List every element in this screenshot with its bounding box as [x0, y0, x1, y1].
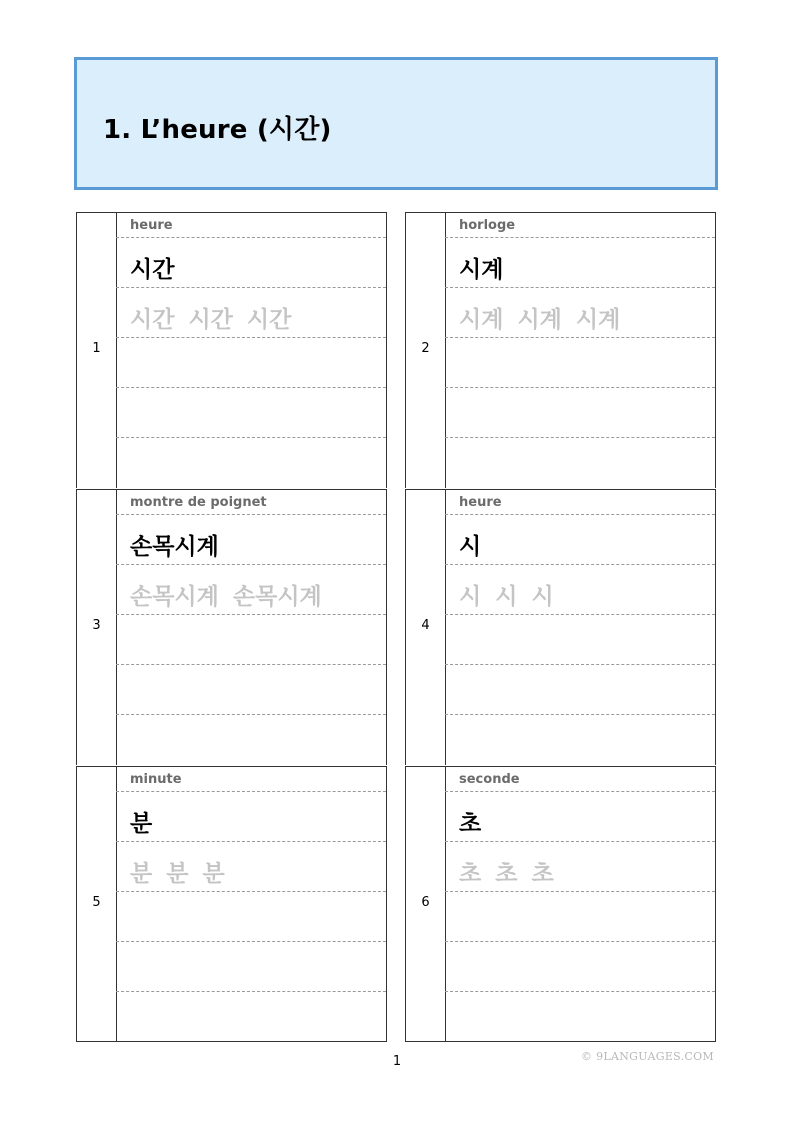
divider	[116, 387, 386, 388]
number-column	[406, 490, 446, 765]
korean-word: 시계	[459, 257, 504, 283]
number-column	[77, 767, 117, 1041]
divider	[116, 337, 386, 338]
divider	[116, 714, 386, 715]
korean-word: 손목시계	[130, 534, 219, 560]
divider	[445, 841, 715, 842]
korean-word: 시간	[130, 257, 175, 283]
french-label: seconde	[459, 772, 520, 787]
divider	[445, 791, 715, 792]
tracing-practice: 시간 시간 시간	[130, 307, 292, 333]
title-banner	[74, 57, 718, 190]
vocab-card-6	[405, 766, 716, 1042]
copyright-notice: © 9LANGUAGES.COM	[581, 1050, 714, 1063]
divider	[116, 791, 386, 792]
divider	[445, 514, 715, 515]
vocab-card-1	[76, 212, 387, 488]
page-title: 1. L’heure (시간)	[103, 115, 332, 145]
divider	[445, 941, 715, 942]
french-label: heure	[459, 495, 502, 510]
vocab-card-5	[76, 766, 387, 1042]
divider	[116, 237, 386, 238]
divider	[116, 841, 386, 842]
tracing-practice: 분 분 분	[130, 861, 225, 887]
number-column	[77, 213, 117, 488]
divider	[445, 991, 715, 992]
divider	[116, 991, 386, 992]
vocab-card-4	[405, 489, 716, 765]
french-label: montre de poignet	[130, 495, 267, 510]
card-number: 1	[92, 341, 101, 356]
tracing-practice: 시 시 시	[459, 584, 554, 610]
number-column	[406, 767, 446, 1041]
tracing-practice: 시계 시계 시계	[459, 307, 621, 333]
divider	[445, 614, 715, 615]
divider	[445, 564, 715, 565]
korean-word: 초	[459, 811, 482, 837]
tracing-practice: 초 초 초	[459, 861, 554, 887]
card-number: 2	[421, 341, 430, 356]
french-label: minute	[130, 772, 182, 787]
tracing-practice: 손목시계 손목시계	[130, 584, 322, 610]
divider	[445, 664, 715, 665]
card-number: 3	[92, 618, 101, 633]
divider	[445, 714, 715, 715]
number-column	[77, 490, 117, 765]
divider	[116, 514, 386, 515]
divider	[445, 387, 715, 388]
divider	[445, 891, 715, 892]
divider	[116, 614, 386, 615]
card-number: 5	[92, 895, 101, 910]
divider	[116, 664, 386, 665]
divider	[445, 437, 715, 438]
divider	[445, 237, 715, 238]
divider	[116, 941, 386, 942]
divider	[445, 287, 715, 288]
divider	[116, 287, 386, 288]
korean-word: 시	[459, 534, 482, 560]
number-column	[406, 213, 446, 488]
french-label: horloge	[459, 218, 516, 233]
french-label: heure	[130, 218, 173, 233]
vocab-card-3	[76, 489, 387, 765]
divider	[445, 337, 715, 338]
divider	[116, 564, 386, 565]
card-number: 6	[421, 895, 430, 910]
card-number: 4	[421, 618, 430, 633]
page-number: 1	[392, 1054, 402, 1069]
korean-word: 분	[130, 811, 153, 837]
vocab-card-2	[405, 212, 716, 488]
divider	[116, 891, 386, 892]
divider	[116, 437, 386, 438]
